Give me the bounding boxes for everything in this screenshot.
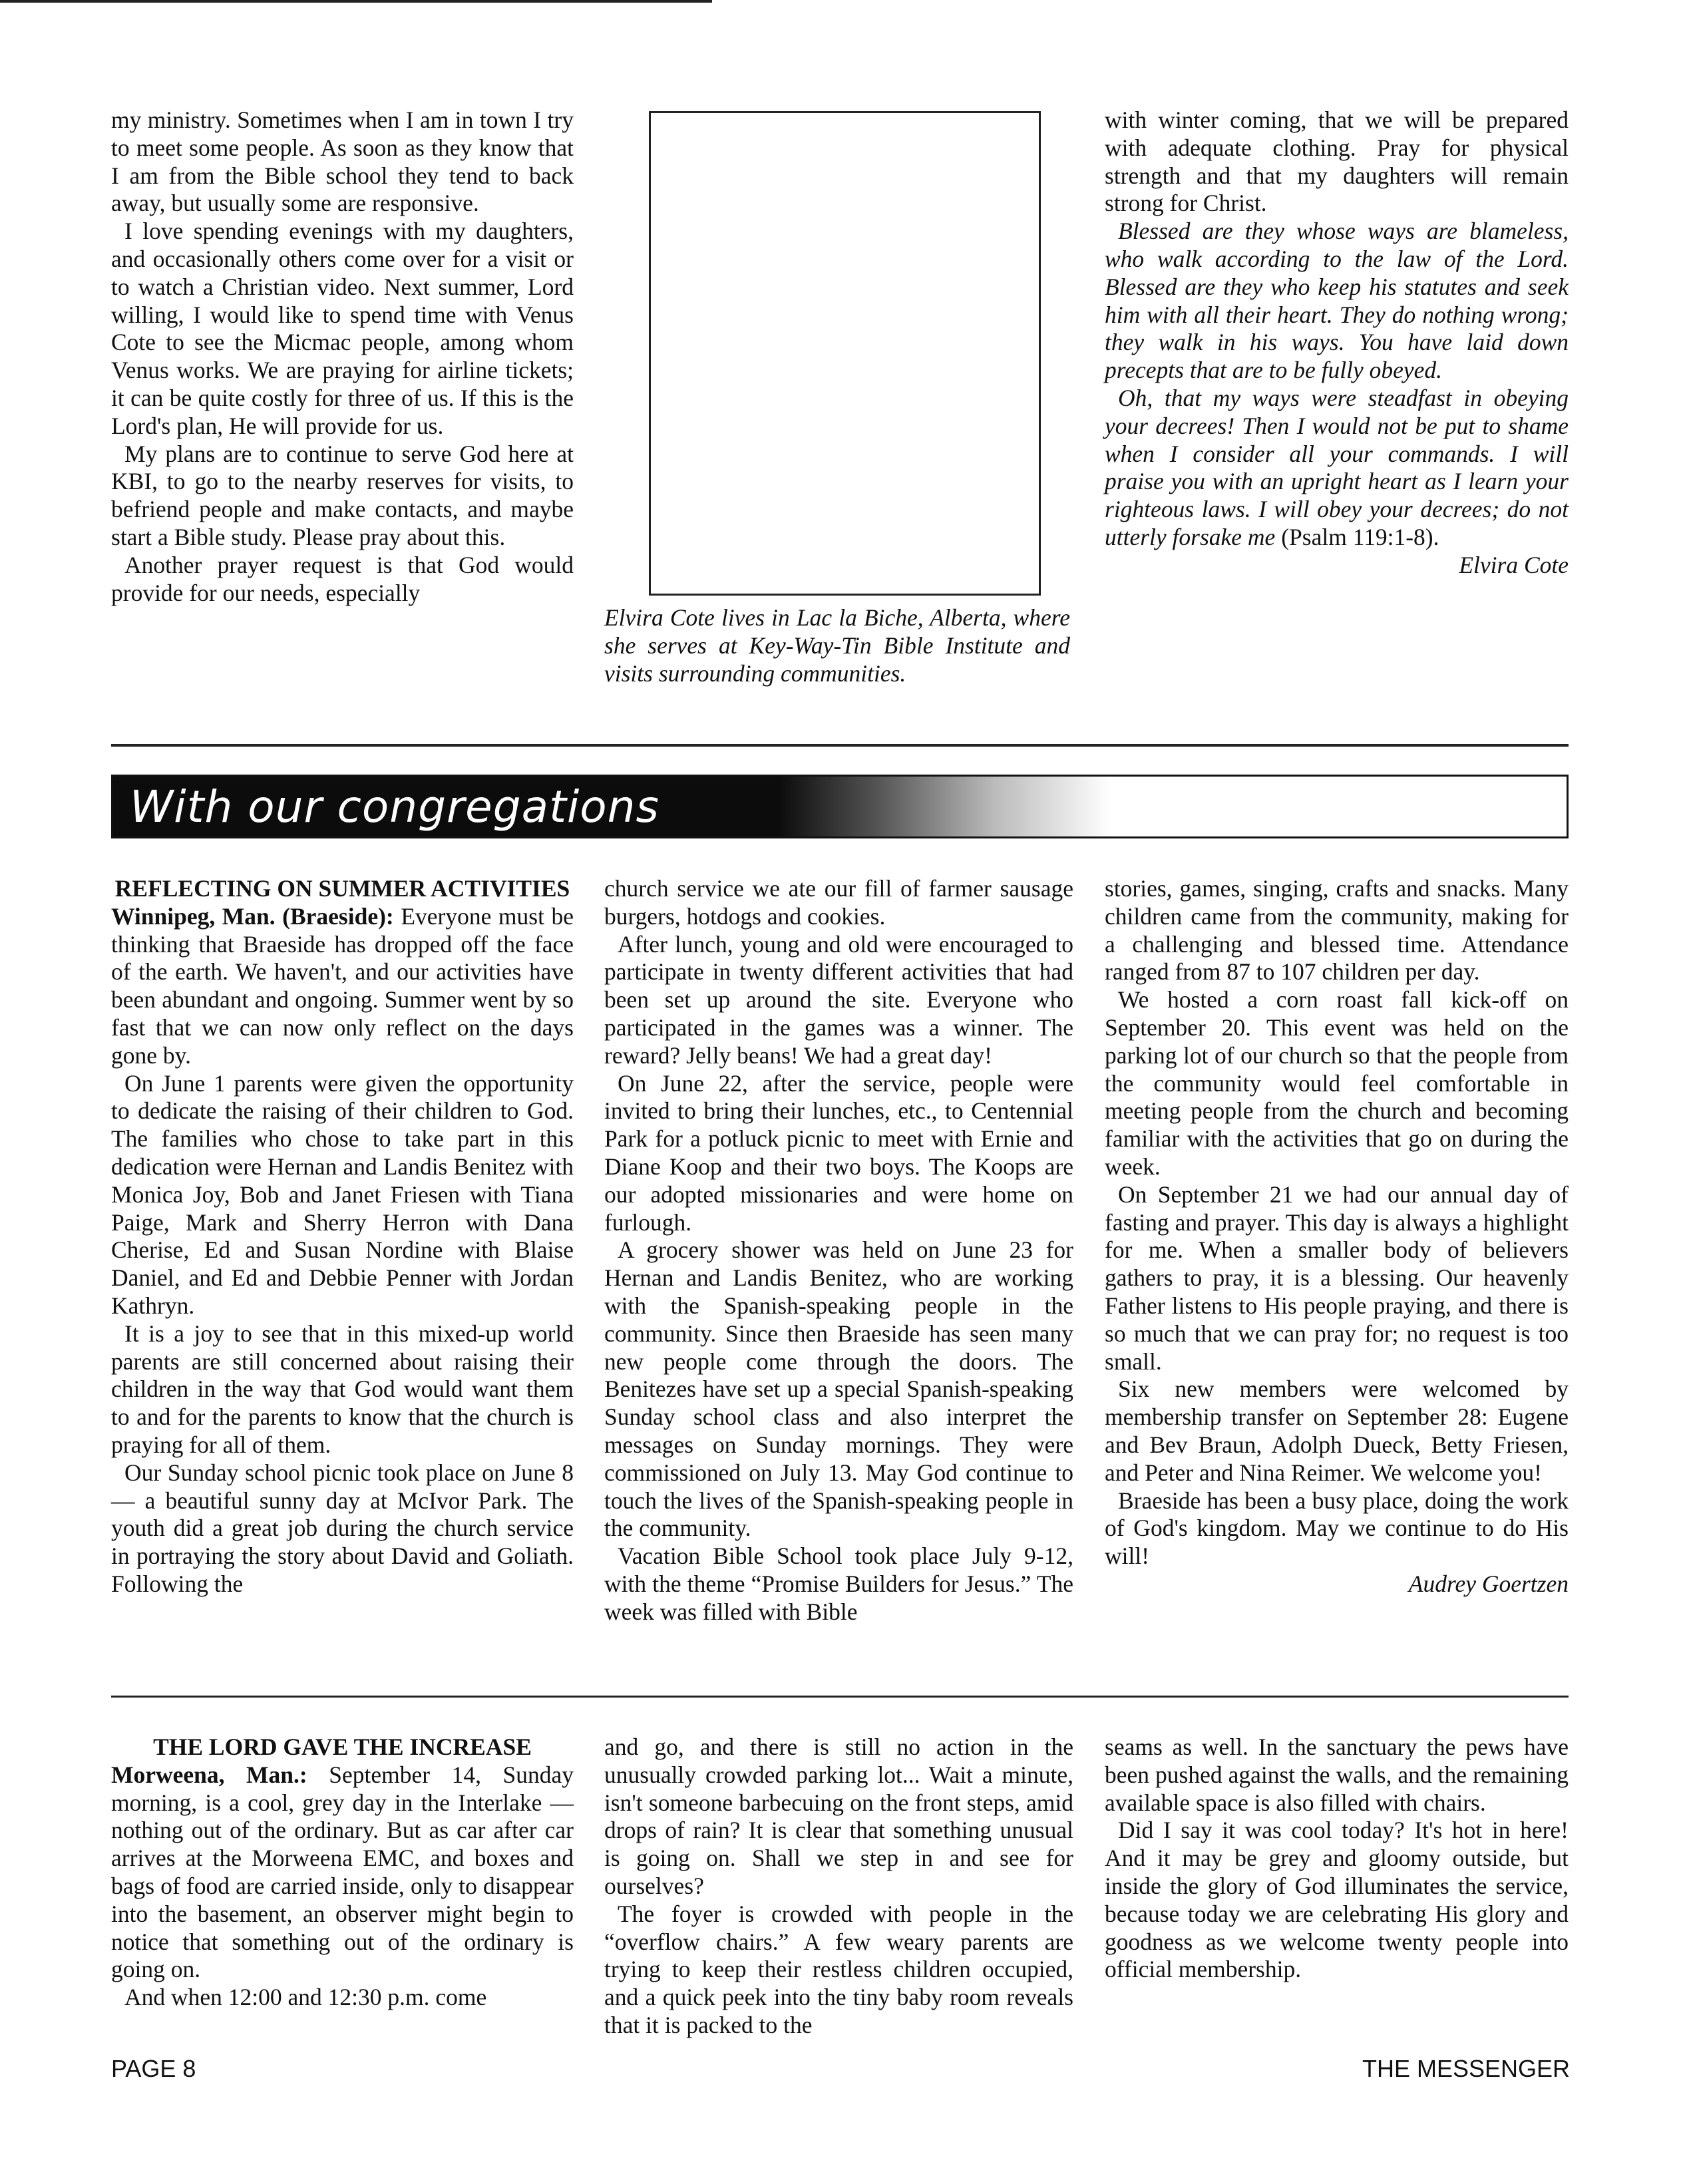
paragraph: my ministry. Sometimes when I am in town I try to meet some people. As soon as they know that I am from the Bible school they tend to back away, but usually some are responsive. [111, 106, 574, 217]
top-border-rule [0, 0, 712, 3]
paragraph: church service we ate our fill of farmer sausage burgers, hotdogs and cookies. [604, 875, 1073, 930]
article-divider [111, 1696, 1569, 1698]
banner-halftone-fade [779, 777, 1111, 836]
paragraph: The foyer is crowded with people in the “overflow chairs.” A few weary parents are trying to keep their restless children occupied, and a quick peek into the tiny baby room reveals that it is packed to the [604, 1900, 1073, 2038]
paragraph: Vacation Bible School took place July 9-12, with the theme “Promise Builders for Jesus.” The week was filled with Bible [604, 1543, 1073, 1625]
paragraph: After lunch, young and old were encouraged to participate in twenty different activities that had been set up around the site. Everyone who participated in the games was a winner. The reward? Jelly beans! We had a great day! [604, 930, 1073, 1069]
article2-column-2 [604, 875, 1073, 1626]
article-heading: REFLECTING ON SUMMER ACTIVITIES [114, 875, 570, 902]
paragraph: Our Sunday school picnic took place on June 8 — a beautiful sunny day at McIvor Park. The youth did a great job during the church service in portraying the story about David and Goliath. Following the [111, 1459, 574, 1597]
paragraph: Six new members were welcomed by membership transfer on September 28: Eugene and Bev Braun, Adolph Dueck, Betty Friesen, and Peter and Nina Reimer. We welcome you! [1105, 1375, 1569, 1486]
article3-column-1 [111, 1733, 574, 2012]
section-banner [111, 775, 1569, 838]
paragraph: I love spending evenings with my daughters, and occasionally others come over for a visit or to watch a Christian video. Next summer, Lord willing, I would like to spend time with Venus Cote to see the Micmac people, among whom Venus works. We are praying for airline tickets; it can be quite costly for three of us. If this is the Lord's plan, He will provide for us. [111, 218, 574, 439]
paragraph: And when 12:00 and 12:30 p.m. come [124, 1984, 487, 2011]
scripture-reference: (Psalm 119:1-8). [1281, 523, 1439, 550]
paragraph: with winter coming, that we will be prepared with adequate clothing. Pray for physical strength and that my daughters will remain strong for Christ. [1105, 106, 1569, 217]
scripture-passage-1: Blessed are they whose ways are blameless, who walk according to the law of the Lord. Blessed are they who keep his statutes and seek him with all their heart. They do nothing wrong; they walk in his ways. You have laid down precepts that are to be fully obeyed. [1105, 218, 1569, 384]
paragraph: seams as well. In the sanctuary the pews have been pushed against the walls, and the remaining available space is also filled with chairs. [1105, 1733, 1569, 1816]
paragraph: Another prayer request is that God would provide for our needs, especially [111, 551, 574, 606]
article3-column-3 [1105, 1733, 1569, 1984]
page-number: PAGE 8 [111, 2055, 196, 2082]
paragraph: It is a joy to see that in this mixed-up world parents are still concerned about raising their children in the way that God would want them to and for the parents to know that the church is praying for all of them. [111, 1320, 574, 1458]
paragraph: On September 21 we had our annual day of fasting and prayer. This day is always a highlight for me. When a smaller body of believers gathers to pray, it is a blessing. Our heavenly Father listens to His people praying, and there is so much that we can pray for; no request is too small. [1105, 1181, 1569, 1375]
article-location: Morweena, Man.: [111, 1761, 307, 1788]
article-location: Winnipeg, Man. (Braeside): [111, 902, 394, 930]
article1-column-3 [1105, 106, 1569, 580]
paragraph: Did I say it was cool today? It's hot in here! And it may be grey and gloomy outside, but inside the glory of God illuminates the service, because today we are celebrating His glory and goodness as we welcome twenty people into official membership. [1105, 1817, 1569, 1983]
article3-column-2 [604, 1733, 1073, 2040]
author-signature: Elvira Cote [1459, 551, 1569, 578]
paragraph: Braeside has been a busy place, doing the work of God's kingdom. May we continue to do His will! [1105, 1487, 1569, 1570]
article1-column-1 [111, 106, 574, 607]
paragraph: stories, games, singing, crafts and snacks. Many children came from the community, making for a challenging and blessed time. Attendance ranged from 87 to 107 children per day. [1105, 875, 1569, 986]
paragraph: On June 1 parents were given the opportunity to dedicate the raising of their children to God. The families who chose to take part in this dedication were Hernan and Landis Benitez with Monica Joy, Bob and Janet Friesen with Tiana Paige, Mark and Sherry Herron with Dana Cherise, Ed and Susan Nordine with Blaise Daniel, and Ed and Debbie Penner with Jordan Kathryn. [111, 1069, 574, 1319]
section-divider [111, 744, 1569, 747]
photo-caption: Elvira Cote lives in Lac la Biche, Alberta, where she serves at Key-Way-Tin Bible Institute and visits surrounding communities. [604, 604, 1070, 687]
paragraph: We hosted a corn roast fall kick-off on September 20. This event was held on the parking lot of our church so that the people from the community would feel comfortable in meeting people from the church and becoming familiar with the activities that go on during the week. [1105, 986, 1569, 1180]
paragraph: September 14, Sunday morning, is a cool, grey day in the Interlake — nothing out of the ordinary. But as car after car arrives at the Morweena EMC, and boxes and bags of food are carried inside, only to disappear into the basement, an observer might begin to notice that something out of the ordinary is going on. [111, 1761, 574, 1983]
paragraph: On June 22, after the service, people were invited to bring their lunches, etc., to Centennial Park for a potluck picnic to meet with Ernie and Diane Koop and their two boys. The Koops are our adopted missionaries and were home on furlough. [604, 1069, 1073, 1236]
scripture-passage-2: Oh, that my ways were steadfast in obeying your decrees! Then I would not be put to shame when I consider all your commands. I will praise you with an upright heart as I learn your righteous laws. I will obey your decrees; do not utterly forsake me [1105, 384, 1569, 550]
article2-column-3 [1105, 875, 1569, 1598]
author-signature: Audrey Goertzen [1408, 1570, 1569, 1597]
publication-name: THE MESSENGER [1362, 2055, 1570, 2082]
paragraph: My plans are to continue to serve God here at KBI, to go to the nearby reserves for visits, to befriend people and make contacts, and maybe start a Bible study. Please pray about this. [111, 440, 574, 550]
paragraph: A grocery shower was held on June 23 for Hernan and Landis Benitez, who are working with the Spanish-speaking people in the community. Since then Braeside has seen many new people come through the doors. The Benitezes have set up a special Spanish-speaking Sunday school class and also interpret the messages on Sunday mornings. They were commissioned on July 13. May God continue to touch the lives of the Spanish-speaking people in the community. [604, 1236, 1073, 1542]
section-title: With our congregations [130, 781, 659, 832]
article2-column-1 [111, 875, 574, 1598]
paragraph: Everyone must be thinking that Braeside has dropped off the face of the earth. We haven't, and our activities have been abundant and ongoing. Summer went by so fast that we can now only reflect on the days gone by. [111, 902, 574, 1069]
article-heading: THE LORD GAVE THE INCREASE [153, 1733, 532, 1760]
paragraph: and go, and there is still no action in the unusually crowded parking lot... Wait a minute, isn't someone barbecuing on the front steps, amid drops of rain? It is clear that something unusual is going on. Shall we step in and see for ourselves? [604, 1733, 1073, 1899]
photo-placeholder-frame [649, 111, 1041, 596]
